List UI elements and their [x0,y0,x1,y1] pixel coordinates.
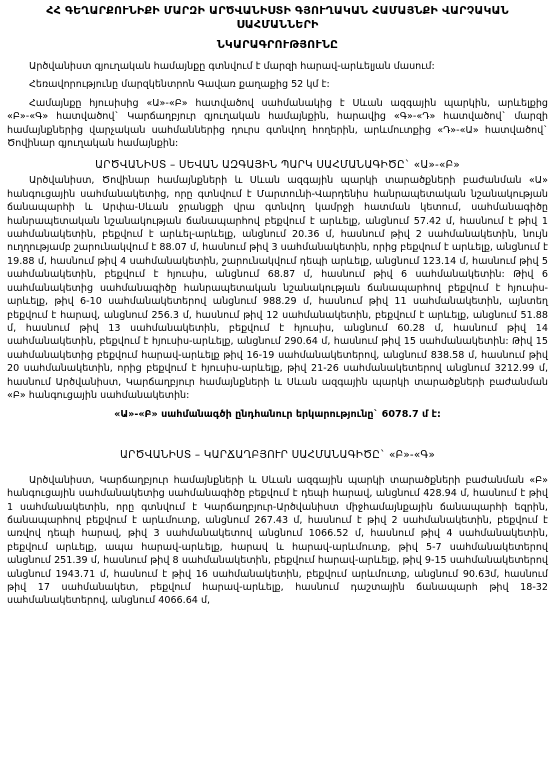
document-title [7,4,548,52]
title-line-1: ՀՀ ԳԵՂԱՐՔՈՒՆԻՔԻ ՄԱՐԶԻ ԱՐԾՎԱՆԻՍՏԻ ԳՅՈՒՂԱԿԱՆ ՀԱՄԱՅՆՔԻ ՎԱՐՉԱԿԱՆ ՍԱՀՄԱՆՆԵՐԻ [46,4,509,31]
intro-borders: Համայնքը հյուսիսից «Ա»-«Բ» հատվածով սահմանակից է Սևան ազգային պարկին, արևելքից «Բ»-«Գ» հատվածով` Կարճաղբյուր գյուղական համայնքին, հարավից «Գ»-«Դ» հատվածով` մարզի համայնքներից վարչական սահմաններից դուրս գտնվող հողերին, արևմուտքից «Դ»-«Ա» հատվածով` Ծովինար գյուղական համայնքին: [7,97,548,150]
intro-location: Արծվանիստ գյուղական համայնքը գտնվում է մարզի հարավ-արևելյան մասում: [29,61,435,72]
section-1-total: «Ա»-«Բ» սահմանագծի ընդհանուր երկարությունը` 6078.7 մ է: [114,409,441,421]
section-2-body: Արծվանիստ, Կարճաղբյուր համայնքների և Սևան ազգային պարկի տարածքների բաժանման «Բ» հանգուցային սահմանակետից սահմանագիծը բեքվում է դեպի հարավ, անցնում 428.94 մ, հասնում է թիվ 1 սահմանակետին, որը գտնվում է Կարճաղբյուր-Արծվանիստ միջհամայնքային ճանապարհի եզրին, ճանապարհով բեքվում է արևմուտք, անցնում 267.43 մ, հասնում է թիվ 2 սահմանակետին, բեքվում է առվով դեպի հարավ, թիվ 3 սահմանակետով անցնում 1066.52 մ, հասնում թիվ 4 սահմանակետին, բեքվում արևելք, ապա հարավ-արևելք, հարավ և հարավ-արևմուտք, թիվ 5-7 սահմանակետերով անցնում 251.39 մ, հասնում թիվ 8 սահմանակետին, բեքվում հարավ-արևելք, թիվ 9-15 սահմանակետերով անցնում 1943.71 մ, հասնում է թիվ 16 սահմանակետին, բեքվում արևմուտք, անցնում 90.63մ, հասնում թիվ 17 սահմանակետ, բեքվում հարավ-արևելք, հասնում դաշտային ճանապարհ թիվ 18-32 սահմանակետերով, անցնում 4066.64 մ, [7,474,548,607]
intro-distance: Հեռավորությունը մարզկենտրոն Գավառ քաղաքից 52 կմ է: [29,79,330,91]
title-line-2: ՆԿԱՐԱԳՐՈՒԹՅՈՒՆԸ [216,38,339,51]
section-1-body: Արծվանիստ, Ծովինար համայնքների և Սևան ազգային պարկի տարածքների բաժանման «Ա» հանգուցային սահմանակետից, որը գտնվում է Մարտունի-Վարդենիս հանրապետական նշանակության ճանապարհի և Արփա-Սևան ջրանցքի վրա գտնվող կամրջի հատման կետում, սահմանագիծը հանրապետական նշանակության ճանապարհով բեքվում է արևելք, անցնում 57.42 մ, հասնում է թիվ 1 սահմանակետին, բեքվում է արևել-արևելք, անցնում 20.36 մ, հասնում թիվ 2 սահմանակետին, նույն ուղղությամբ շարունակվում է 88.07 մ, հասնում թիվ 3 սահմանակետին, որից բեքվում է արևելք, անցնում է 19.88 մ, հասնում թիվ 4 սահմանակետին, շարունակվում դեպի արևելք, անցնում 123.14 մ, հասնում թիվ 5 սահմանակետին, բեքվում է հյուսիս, անցնում 68.87 մ, հասնում թիվ 6 սահմանակետին: Թիվ 6 սահմանակետից սահմանագիծը հանրապետական նշանակության ճանապարհով բեքվում է հյուսիս-արևելք, թիվ 6-10 սահմանակետերով անցնում 988.29 մ, հասնում թիվ 11 սահմանակետին, այնտեղ բեքվում է հարավ, անցնում 256.3 մ, հասնում թիվ 12 սահմանակետին, բեքվում է արևելք, անցնում 51.88 մ, հասնում թիվ 13 սահմանակետին, բեքվում է հյուսիս, անցնում 60.28 մ, հասնում թիվ 14 սահմանակետին, բեքվում է հյուսիս-արևելք, անցնում 290.64 մ, հասնում թիվ 15 սահմանակետին: Թիվ 15 սահմանակետից բեքվում հարավ-արևելք թիվ 16-19 սահմանակետերով, անցնում 838.58 մ, հասնում թիվ 20 սահմանակետին, որից բեքվում է հյուսիս-արևելք, թիվ 21-26 սահմանակետերով անցնում 3212.99 մ, հասնում Արծվանիստ, Կարճաղբյուր համայնքների և Սևան ազգային պարկի տարածքների բաժանման «Բ» հանգուցային սահմանակետին: [7,175,548,401]
section-1-heading: ԱՐԾՎԱՆԻՍՏ – ՍԵՎԱՆ ԱԶԳԱՅԻՆ ՊԱՐԿ ՍԱՀՄԱՆԱԳԻԾԸ` «Ա»-«Բ» [95,159,460,172]
section-2-heading: ԱՐԾՎԱՆԻՍՏ – ԿԱՐՃԱՂԲՅՈՒՐ ՍԱՀՄԱՆԱԳԻԾԸ` «Բ»-«Գ» [119,448,436,461]
